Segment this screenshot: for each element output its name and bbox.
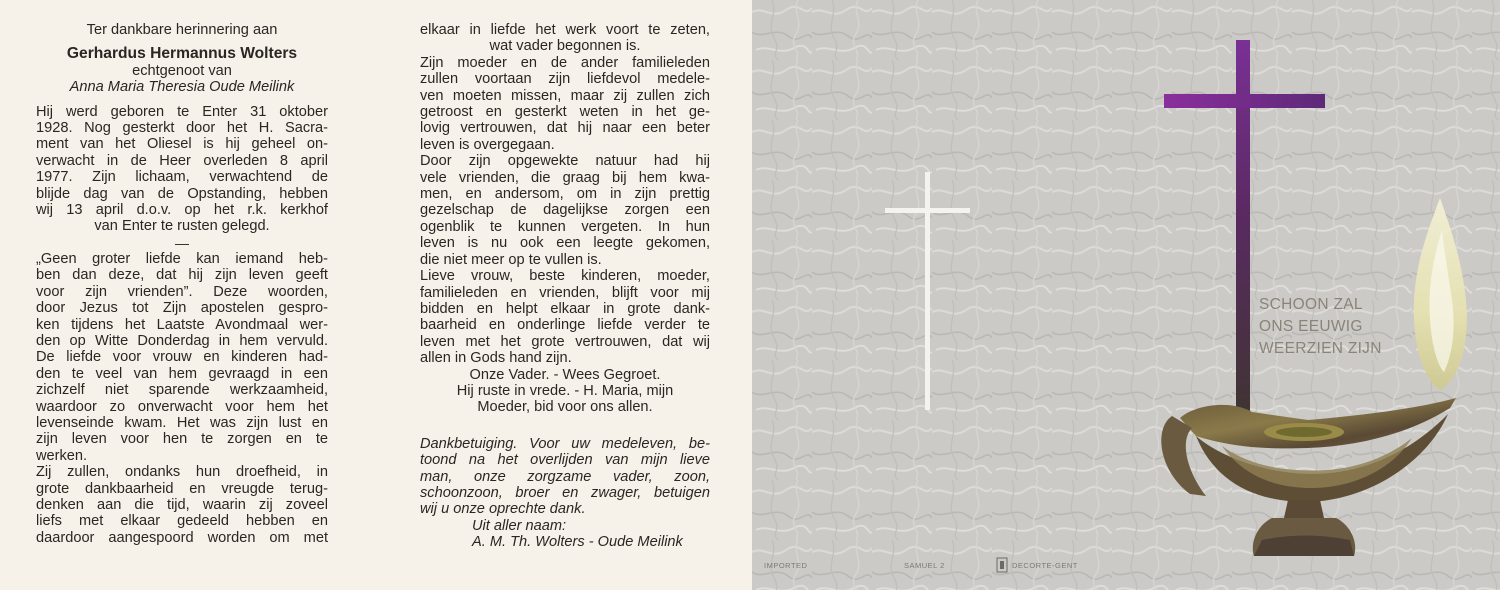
text-line: leven is overgegaan. — [420, 136, 555, 153]
text-line: schoonzoon, broer en zwager, betuigen — [420, 484, 710, 501]
text-line: man, onze zorgzame vader, zoon, — [420, 468, 710, 485]
text-line: daardoor aangespoord worden om met — [36, 529, 328, 546]
text-line: bidden en helpt elkaar in grote dank- — [420, 300, 710, 317]
text-line: Hij werd geboren te Enter 31 oktober — [36, 103, 328, 120]
text-line: grote dankbaarheid en vreugde terug- — [36, 480, 328, 497]
text-line: vele vrienden, die graag bij hem kwa- — [420, 169, 710, 186]
text-line: De liefde voor vrouw en kinderen had- — [36, 349, 328, 366]
text-line: wij 13 april d.o.v. op het r.k. kerkhof — [36, 202, 328, 219]
cover-panel — [752, 0, 1500, 590]
motto-line: SCHOON ZAL — [1259, 296, 1363, 313]
deceased-name: Gerhardus Hermannus Wolters — [66, 45, 298, 63]
text-line: liefs met elkaar gedeeld hebben en — [36, 513, 328, 530]
text-line: ogenblik te kunnen vergeten. In hun — [420, 218, 710, 235]
text-line: waardoor zo onverwacht voor hem het — [36, 398, 328, 415]
footer-samuel: SAMUEL 2 — [904, 561, 945, 570]
text-line: denken aan die tijd, waarin zij zoveel — [36, 496, 328, 513]
quote-paragraph — [36, 251, 328, 464]
spouse-name: Anna Maria Theresia Oude Meilink — [69, 79, 295, 96]
text-line: baarheid en onderlinge liefde verder te — [420, 317, 710, 334]
text-line: Zijn moeder en de ander familieleden — [420, 54, 710, 71]
thanks-paragraph — [420, 436, 710, 551]
text-line: lovig vertrouwen, dat hij naar een beter — [420, 120, 710, 137]
text-line: Zij zullen, ondanks hun droefheid, in — [36, 464, 328, 481]
text-line: die niet meer op te vullen is. — [420, 251, 602, 268]
text-line: ven moeten missen, maar zij zullen zich — [420, 87, 710, 104]
text-line: voor zijn vrienden”. Deze woorden, — [36, 283, 328, 300]
spouse-intro: echtgenoot van — [132, 62, 232, 79]
text-line: wij u onze oprechte dank. — [420, 501, 586, 518]
text-line: ken tijdens het Laatste Avondmaal wer- — [36, 316, 328, 333]
text-line: leven met het grote vertrouwen, dat wij — [420, 333, 710, 350]
text-line: getroost en gesterkt weten in het ge- — [420, 104, 710, 121]
text-line: toond na het overlijden van mijn lieve — [420, 452, 710, 469]
text-line: 1928. Nog gesterkt door het H. Sacra- — [36, 120, 328, 137]
family-paragraph — [420, 55, 710, 153]
text-line: Hij ruste in vrede. - H. Maria, mijn — [456, 382, 674, 399]
signoff-label: Uit aller naam: — [472, 517, 567, 534]
text-line: zijn leven voor hen te zorgen en te — [36, 431, 328, 448]
text-line: wat vader begonnen is. — [489, 38, 641, 55]
text-line: verwacht in de Heer overleden 8 april — [36, 152, 328, 169]
middle-text-column — [420, 22, 710, 551]
text-line: leven is nu ook een leegte gekomen, — [420, 235, 710, 252]
text-line: Moeder, bid voor ons allen. — [477, 399, 653, 416]
text-line: allen in Gods hand zijn. — [420, 350, 572, 367]
text-line: levenseinde kwam. Het was zijn lust en — [36, 414, 328, 431]
cover-motto — [1259, 294, 1382, 360]
text-line: Door zijn opgewekte natuur had hij — [420, 153, 710, 170]
text-line: gezelschap de dagelijkse zorgen een — [420, 202, 710, 219]
intro-line: Ter dankbare herinnering aan — [86, 22, 278, 38]
text-line: ben dan deze, dat hij zijn leven geeft — [36, 267, 328, 284]
text-line: zullen voortaan zijn liefdevol medele- — [420, 71, 710, 88]
text-line: men, en andersom, om in zijn prettig — [420, 186, 710, 203]
prayer-lines — [420, 367, 710, 416]
text-line: den te veel van hem gevraagd in een — [36, 365, 328, 382]
footer-brand: DECORTE-GENT — [1012, 561, 1078, 570]
text-line: Lieve vrouw, beste kinderen, moeder, — [420, 268, 710, 285]
footer-imported: IMPORTED — [764, 561, 808, 570]
text-line: Dankbetuiging. Voor uw medeleven, be- — [420, 435, 710, 452]
motto-line: WEERZIEN ZIJN — [1259, 340, 1382, 357]
text-line: 1977. Zijn lichaam, verwachtend de — [36, 169, 328, 186]
text-line: ment van het Oliesel is hij geheel on- — [36, 136, 328, 153]
text-line: werken. — [36, 447, 88, 464]
text-line: „Geen groter liefde kan iemand heb- — [36, 250, 328, 267]
biography-paragraph — [36, 104, 328, 235]
friends-paragraph — [420, 153, 710, 268]
text-line: Onze Vader. - Wees Gegroet. — [469, 366, 661, 383]
separator-dash: — — [175, 234, 189, 251]
text-line: door Jezus tot Zijn apostelen gespro- — [36, 300, 328, 317]
text-line: blijde dag van de Opstanding, hebben — [36, 185, 328, 202]
remembrance-paragraph — [36, 464, 328, 546]
text-line: den op Witte Donderdag in hem vervuld. — [36, 332, 328, 349]
signoff-name: A. M. Th. Wolters - Oude Meilink — [472, 534, 683, 551]
left-text-column — [36, 22, 328, 546]
motto-line: ONS EEUWIG — [1259, 318, 1363, 335]
cover-illustration — [752, 0, 1500, 590]
text-line: elkaar in liefde het werk voort te zeten, — [420, 22, 710, 38]
farewell-paragraph — [420, 268, 710, 366]
text-line: familieleden en vrienden, blijft voor mij — [420, 284, 710, 301]
text-line: van Enter te rusten gelegd. — [94, 218, 270, 235]
text-line: zichzelf niet sparende werkzaamheid, — [36, 382, 328, 399]
